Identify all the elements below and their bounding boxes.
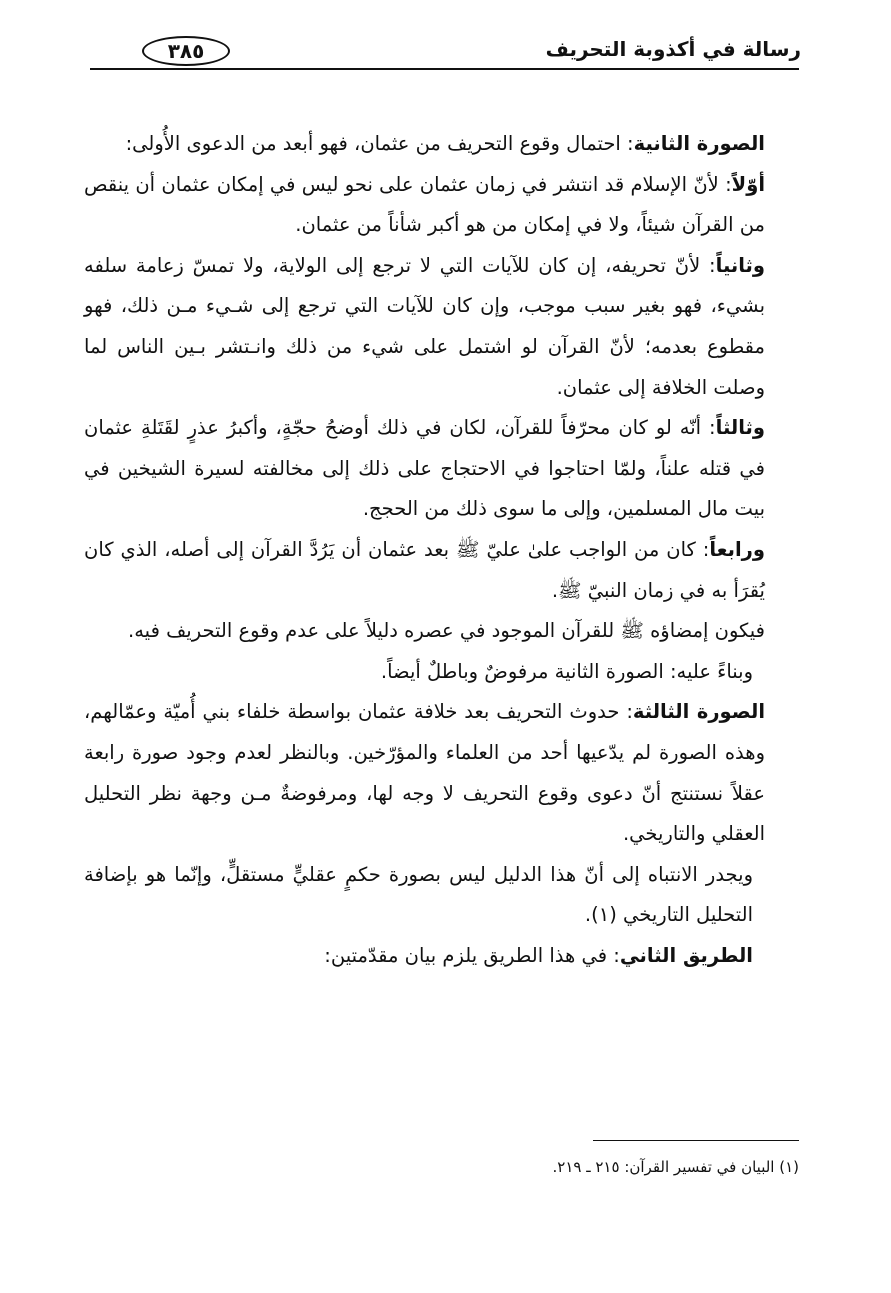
paragraph-text: : أنّه لو كان محرّفاً للقرآن، لكان في ذلك أوضحُ حجّةٍ، وأكبرُ عذرٍ لقَتَلةِ عثمان في قتله علناً، ولمّا احتاجوا في الاحتجاج على ذلك إلى مخالفته لسيرة الشيخين في بيت مال المسلمين، وإلى ما سوى ذلك من الحجج.: [84, 416, 765, 521]
paragraph-lead: أوّلاً: [731, 172, 765, 196]
paragraph-lead: وثالثاً: [715, 416, 765, 440]
paragraph-text: وبناءً عليه: الصورة الثانية مرفوضٌ وباطلٌ أيضاً.: [380, 659, 753, 683]
paragraph-third-form: [84, 692, 801, 854]
paragraph-lead: الصورة الثانية: [633, 132, 765, 155]
paragraph-lead: وثانياً: [715, 253, 765, 277]
header-rule: [90, 68, 799, 70]
paragraph-second-reason: [84, 246, 801, 408]
paragraph-second-path: [84, 936, 801, 977]
paragraph-first-reason: [84, 165, 801, 246]
paragraph-note: [84, 855, 801, 936]
paragraph-text: فيكون إمضاؤه ﷺ للقرآن الموجود في عصره دليلاً على عدم وقوع التحريف فيه.: [128, 619, 765, 643]
running-header-title: رسالة في أكذوبة التحريف: [545, 37, 801, 61]
paragraph-lead: الصورة الثالثة: [632, 700, 765, 724]
paragraph-consequence: [84, 611, 801, 652]
paragraph-lead: الطريق الثاني: [619, 943, 753, 967]
footnote: (١) البيان في تفسير القرآن: ٢١٥ ـ ٢١٩.: [552, 1158, 799, 1176]
footnote-rule: [593, 1140, 799, 1141]
paragraph-text: ويجدر الانتباه إلى أنّ هذا الدليل ليس بصورة حكمٍ عقليٍّ مستقلٍّ، وإنّما هو بإضافة التحليل التاريخي (١).: [84, 862, 753, 927]
paragraph-lead: ورابعاً: [709, 537, 765, 561]
paragraph-text: : كان من الواجب علىٰ عليّ ﷺ بعد عثمان أن يَرُدَّ القرآن إلى أصله، الذي كان يُقرَأ به في زمان النبيّ ﷺ.: [84, 537, 765, 602]
paragraph-fourth-reason: [84, 530, 801, 611]
page-number-badge: ٣٨٥: [142, 36, 230, 66]
body-text: [84, 124, 801, 976]
paragraph-text: : في هذا الطريق يلزم بيان مقدّمتين:: [324, 943, 620, 967]
paragraph-second-form: [84, 124, 801, 165]
paragraph-text: : لأنّ تحريفه، إن كان للآيات التي لا ترجع إلى الولاية، ولا تمسّ زعامة سلفه بشيء، فهو بغير سبب موجب، وإن كان للآيات التي ترجع إلى شـيء مـن ذلك، فهو مقطوع بعدمه؛ لأنّ القرآن لو اشتمل على شيء من ذلك وانـتشر بـين الناس لما وصلت الخلافة إلى عثمان.: [84, 253, 765, 399]
paragraph-text: : لأنّ الإسلام قد انتشر في زمان عثمان على نحو ليس في إمكان عثمان أن ينقص من القرآن شيئاً، ولا في إمكان من هو أكبر شأناً من عثمان.: [84, 172, 765, 237]
paragraph-conclusion: [84, 652, 801, 693]
paragraph-text: : احتمال وقوع التحريف من عثمان، فهو أبعد من الدعوى الأُولى:: [125, 132, 634, 155]
paragraph-text: : حدوث التحريف بعد خلافة عثمان بواسطة خلفاء بني أُميّة وعمّالهم، وهذه الصورة لم يدّعيها أحد من العلماء والمؤرّخين. وبالنظر لعدم وجود صورة رابعة عقلاً نستنتج أنّ دعوى وقوع التحريف لا وجه لها، ومرفوضةٌ مـن وجهة نظر التحليل العقلي والتاريخي.: [84, 700, 765, 846]
paragraph-third-reason: [84, 408, 801, 530]
